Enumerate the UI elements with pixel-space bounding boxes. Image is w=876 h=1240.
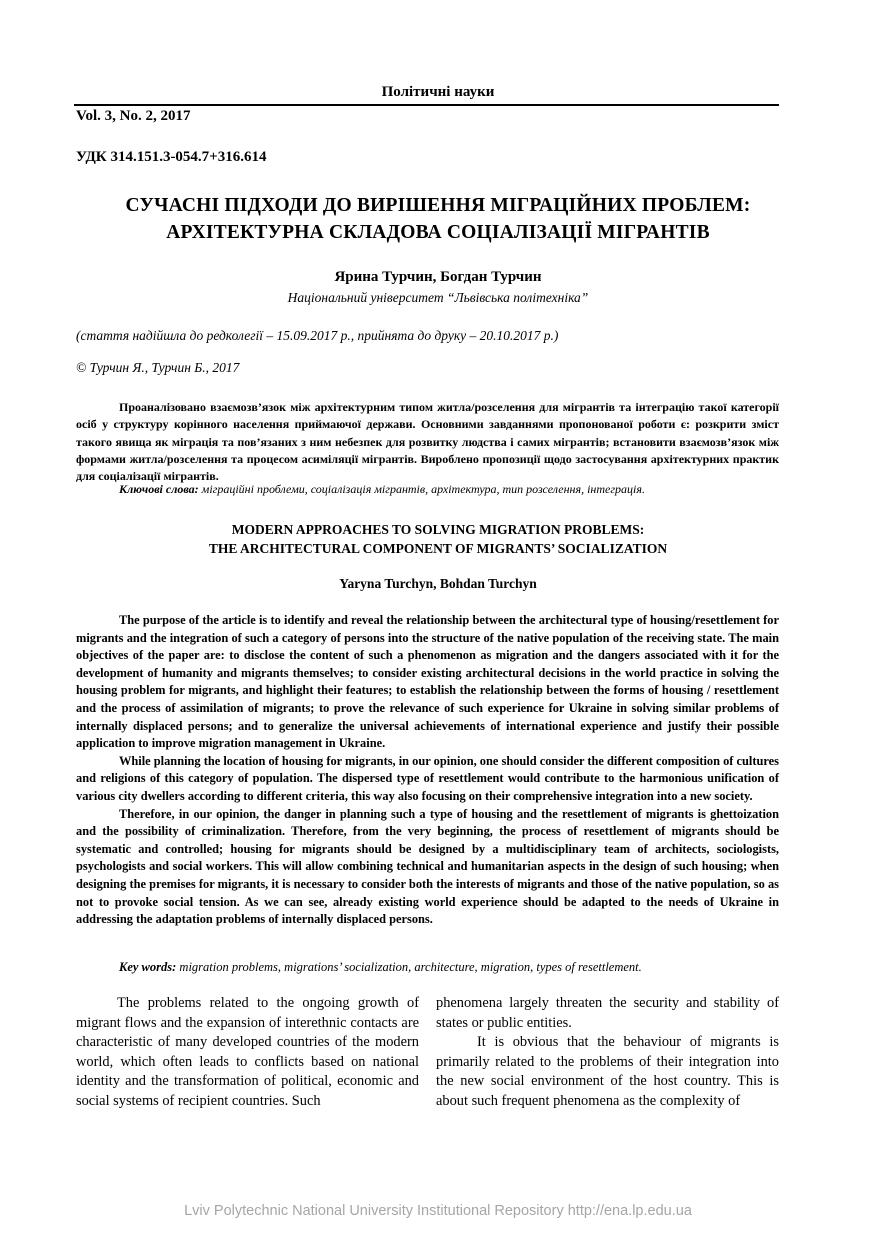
keywords-uk-label: Ключові слова:: [119, 482, 199, 496]
title-en-line-2: THE ARCHITECTURAL COMPONENT OF MIGRANTS’ SOCIALIZATION: [208, 541, 668, 556]
article-title-ukrainian: [0, 192, 876, 246]
abstract-en-paragraph-1: The purpose of the article is to identify and reveal the relationship between the architectural type of housing/resettlement for migrants and the integration of such a category of persons into the structure of the native population of the receiving state. The main objectives of the paper are: to disclose the content of such a phenomenon as migration and the dangers associated with it for the development of humanity and migrants themselves; to consider existing architectural decisions in the world practice in solving the housing problem for migrants, and highlight their features; to establish the relationship between the forms of housing / resettlement and the process of assimilation of migrants; to prove the relevance of such experience for Ukraine in solving similar problems of internally displaced persons; and to generalize the universal achievements of international experience and justify their possible application to improve migration management in Ukraine.: [76, 613, 779, 751]
body-paragraph: The problems related to the ongoing growth of migrant flows and the expansion of interethnic contacts are characteristic of many developed countries of the modern world, which often leads to conflicts based on national identity and the transformation of political, economic and social systems of recipient countries. Such: [76, 995, 419, 1109]
abstract-en-paragraph-3: Therefore, in our opinion, the danger in planning such a type of housing and the resettlement of migrants is ghettoization and the possibility of criminalization. Therefore, from the very beginning, the process of resettlement of migrants should be systematic and controlled; housing for migrants should be designed by a multidisciplinary team of architects, sociologists, psychologists and social workers. This will allow combining technical and humanitarian aspects in the design of such housing; when designing the premises for migrants, it is necessary to consider both the interests of migrants and those of the native population, so as not to provoke social tension. As we can see, already existing world experience should be adapted to the needs of Ukraine in addressing the adaptation problems of internally displaced persons.: [76, 806, 779, 927]
header-rule: [74, 104, 779, 106]
keywords-uk-text: міграційні проблеми, соціалізація мігрантів, архітектура, тип розселення, інтеграція.: [201, 482, 645, 496]
abstract-english: [76, 612, 779, 929]
body-column-left: [76, 994, 419, 1111]
keywords-english: [119, 960, 779, 975]
body-paragraph-continued: phenomena largely threaten the security and stability of states or public entities.: [436, 995, 779, 1031]
title-uk-line-2: АРХІТЕКТУРНА СКЛАДОВА СОЦІАЛІЗАЦІЇ МІГРАНТІВ: [166, 222, 710, 243]
keywords-ukrainian: [119, 482, 779, 497]
authors-english: Yaryna Turchyn, Bohdan Turchyn: [339, 576, 537, 591]
volume-info: Vol. 3, No. 2, 2017: [76, 108, 191, 124]
body-paragraph: It is obvious that the behaviour of migrants is primarily related to the problems of their integration into the new social environment of the host country. This is about such frequent phenomena as the complexity of: [436, 1034, 779, 1109]
title-uk-line-1: СУЧАСНІ ПІДХОДИ ДО ВИРІШЕННЯ МІГРАЦІЙНИХ ПРОБЛЕМ:: [125, 195, 751, 216]
abstract-ukrainian: Проаналізовано взаємозв’язок між архітектурним типом житла/розселення для мігрантів та інтеграцію такої категорії осіб у структуру корінного населення приймаючої держави. Основними завданнями пропонованої роботи є: розкрити зміст такого явища як міграція та пов’язаних з ним небезпек для розвитку людства і самих мігрантів; встановити взаємозв’язок між формами житла/розселення та процесом асиміляції мігрантів. Вироблено пропозиції щодо застосування архітектурних практик для соціалізації мігрантів.: [76, 400, 779, 484]
copyright-notice: © Турчин Я., Турчин Б., 2017: [76, 360, 240, 375]
keywords-en-label: Key words:: [119, 960, 177, 974]
authors-ukrainian: Ярина Турчин, Богдан Турчин: [334, 269, 542, 285]
abstract-en-paragraph-2: While planning the location of housing for migrants, in our opinion, one should consider the different composition of cultures and religions of this category of population. The dispersed type of resettlement would contribute to the harmonious unification of various city dwellers according to different criteria, this way also focusing on their comprehensive integration into a new society.: [76, 753, 779, 803]
repository-footer: Lviv Polytechnic National University Institutional Repository http://ena.lp.edu.ua: [184, 1203, 692, 1219]
received-dates: (стаття надійшла до редколегії – 15.09.2017 р., прийнята до друку – 20.10.2017 р.): [76, 328, 559, 343]
affiliation-ukrainian: Національний університет “Львівська політехніка”: [287, 290, 589, 305]
udc-code: УДК 314.151.3-054.7+316.614: [76, 149, 267, 165]
title-en-line-1: MODERN APPROACHES TO SOLVING MIGRATION PROBLEMS:: [231, 522, 645, 537]
body-column-right: [436, 994, 779, 1111]
keywords-en-text: migration problems, migrations’ socialization, architecture, migration, types of resettlement.: [179, 960, 642, 974]
journal-section-header: Політичні науки: [381, 84, 495, 100]
article-title-english: [0, 520, 876, 558]
